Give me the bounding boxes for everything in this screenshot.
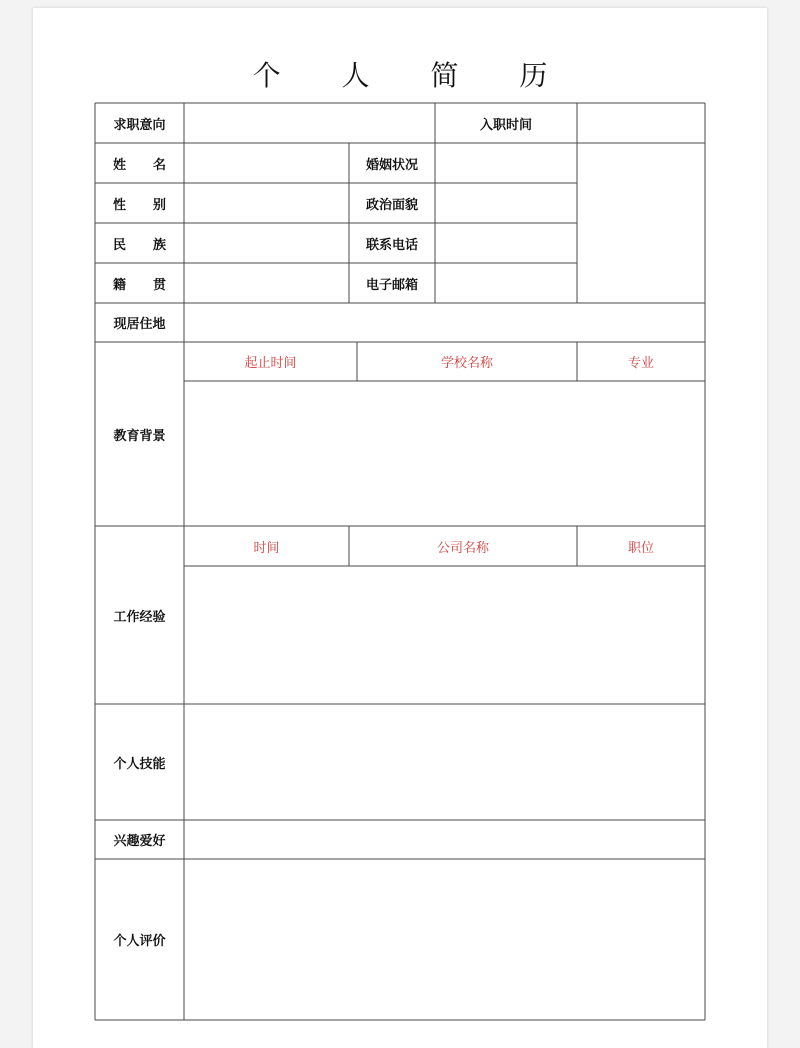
label-gender	[95, 183, 184, 223]
self-evaluation-area[interactable]	[185, 860, 704, 1019]
label-job-intent: 求职意向	[113, 117, 166, 133]
label-address: 现居住地	[113, 317, 166, 332]
address-field[interactable]	[185, 304, 704, 341]
work-content-area[interactable]	[185, 567, 704, 703]
label-email: 电子邮箱	[365, 277, 418, 293]
label-name-char-2: 名	[152, 157, 166, 173]
hobbies-field[interactable]	[185, 821, 704, 858]
label-start-date: 入职时间	[479, 117, 532, 133]
label-name-char-1: 姓	[113, 157, 127, 173]
label-native-char-1: 籍	[113, 277, 127, 293]
education-header-major: 专业	[627, 356, 654, 371]
skills-content-area[interactable]	[185, 705, 704, 819]
start-date-field[interactable]	[578, 104, 704, 142]
label-ethnicity-char-2: 族	[152, 237, 166, 253]
phone-field[interactable]	[436, 224, 576, 262]
label-self-evaluation: 个人评价	[113, 934, 166, 949]
label-gender-char-1: 性	[113, 197, 127, 213]
label-native-place	[95, 263, 184, 303]
political-status-field[interactable]	[436, 184, 576, 222]
education-header-school: 学校名称	[440, 356, 493, 371]
photo-area[interactable]	[578, 144, 704, 302]
label-ethnicity-char-1: 民	[113, 237, 127, 253]
label-education: 教育背景	[113, 428, 166, 444]
label-skills: 个人技能	[113, 756, 166, 772]
marital-status-field[interactable]	[436, 144, 576, 182]
email-field[interactable]	[436, 264, 576, 302]
label-gender-char-2: 别	[152, 197, 166, 213]
name-field[interactable]	[185, 144, 348, 182]
work-header-time: 时间	[253, 540, 280, 556]
work-header-position: 职位	[627, 540, 654, 556]
label-hobbies: 兴趣爱好	[113, 834, 166, 849]
job-intent-field[interactable]	[185, 104, 434, 142]
label-ethnicity	[95, 223, 184, 263]
education-content-area[interactable]	[185, 382, 704, 525]
native-place-field[interactable]	[185, 264, 348, 302]
label-political-status: 政治面貌	[365, 197, 418, 213]
label-marital-status: 婚姻状况	[365, 157, 418, 173]
work-header-company: 公司名称	[436, 540, 489, 556]
label-name	[95, 143, 184, 183]
label-work-experience: 工作经验	[113, 609, 166, 625]
ethnicity-field[interactable]	[185, 224, 348, 262]
label-native-char-2: 贯	[152, 277, 166, 293]
gender-field[interactable]	[185, 184, 348, 222]
label-phone: 联系电话	[365, 237, 418, 253]
page-title: 个 人 简 历	[252, 59, 574, 92]
education-header-period: 起止时间	[244, 356, 297, 371]
